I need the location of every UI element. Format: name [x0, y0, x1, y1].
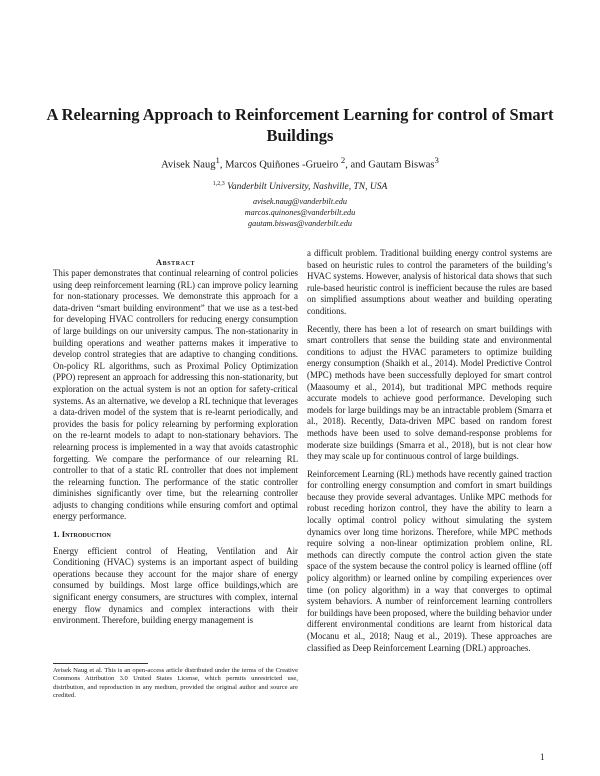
paper-title: A Relearning Approach to Reinforcement Learning for control of Smart Buildings	[46, 105, 554, 145]
abstract-heading: Abstract	[155, 257, 196, 267]
intro-paragraph-1: Energy efficient control of Heating, Ventilation and Air Conditioning (HVAC) systems is an important aspect of building operations because they account for the major share of energy consumed by buildings. Most large office buildings,which are significant energy consumers, are structures with complex, internal energy flow dynamics and complex interactions with their environment. Therefore, building energy management is	[53, 545, 298, 626]
intro-heading: 1. Introduction	[53, 529, 111, 540]
intro-paragraph-3: Reinforcement Learning (RL) methods have recently gained traction for controlling energy consumption and comfort in smart buildings because they provide several advantages. Unlike MPC methods for robust receding horizon control, they have the ability to learn a locally optimal control policy without simulating the system dynamics over long time horizons. Therefore, while MPC methods require solving a non-linear optimization problem online, RL methods can directly compute the control action given the state space of the system because the control policy is learned offline (off policy algorithm) or learned online by compiling experiences over time (on policy algorithm) in a way that converges to optimal system behaviors. A number of reinforcement learning controllers for buildings have been proposed, where the building behavior under different environmental conditions are learnt from historical data (Mocanu et al., 2018; Naug et al., 2019). These approaches are classified as Deep Reinforcement Learning (DRL) approaches.	[307, 468, 552, 653]
author-sup: 3	[434, 155, 439, 165]
author-name: , Marcos Quiñones -Grueiro	[219, 159, 341, 171]
intro-paragraph-2: Recently, there has been a lot of research on smart buildings with smart controllers that sense the building state and environmental conditions to adjust the HVAC parameters to optimize building energy consumption (Shaikh et al., 2014). Model Predictive Control (MPC) methods have been successfully deployed for smart control (Maasoumy et al., 2014), but traditional MPC methods require accurate models to achieve good performance. Developing such models for large buildings may be an intractable problem (Smarra et al., 2018). Recently, Data-driven MPC based on random forest methods have been used to solve demand-response problems for moderate size buildings (Smarra et al., 2018), but is not clear how they may scale up for continuous control of large buildings.	[307, 323, 552, 462]
page-number: 1	[540, 752, 545, 762]
left-column	[53, 268, 298, 633]
author-sup: 2	[340, 155, 346, 165]
right-column	[307, 248, 552, 660]
intro-paragraph-1-cont: a difficult problem. Traditional building energy control systems are based on heuristic rules to control the parameters of the building’s HVAC systems. However, analysis of historical data shows that such rule-based heuristic control is inefficient because the rules are based on simplified assumptions about weather and building operating conditions.	[307, 248, 552, 316]
footnote: Avisek Naug et al. This is an open-access article distributed under the terms of the Creative Commons Attribution 3.0 United States License, which permits unrestricted use, distribution, and reproduction in any medium, provided the original author and source are credited.	[53, 667, 298, 700]
footnote-rule	[53, 663, 148, 664]
affiliation	[0, 181, 600, 192]
author-sup: 1	[215, 155, 220, 165]
author-name: Avisek Naug	[161, 159, 216, 171]
author-name: , and Gautam Biswas	[345, 159, 435, 171]
abstract-text: This paper demonstrates that continual relearning of control policies using deep reinforcement learning (RL) can improve policy learning for non-stationary processes. We demonstrate this approach for a data-driven “smart building environment” that we use as a test-bed for developing HVAC controllers for reducing energy consumption of large buildings on our university campus. The non-stationarity in building operations and weather patterns makes it imperative to develop control strategies that are adaptive to changing conditions. On-policy RL algorithms, such as Proximal Policy Optimization (PPO) represent an approach for addressing this non-stationarity, but exploration on the actual system is not an option for safety-critical systems. As an alternative, we develop a RL technique that leverages a data-driven model of the system that is re-learnt periodically, and provides the basis for policy relearning by performing exploration on the re-learnt models to adapt to non-stationary behaviors. The relearning process is implemented in a way that avoids catastrophic forgetting. We compare the performance of our relearning RL controller to that of a static RL controller that does not implement the relearning function. The performance of the static controller diminishes significantly over time, but the relearning controller adjusts to changing conditions while ensuring comfort and optimal energy performance.	[53, 268, 298, 522]
affiliation-sup: 1,2,3	[212, 181, 225, 187]
affiliation-text: Vanderbilt University, Nashville, TN, USA	[227, 182, 388, 193]
email-3: gautam.biswas@vanderbilt.edu	[248, 219, 352, 228]
email-2: marcos.quinones@vanderbilt.edu	[244, 208, 356, 217]
email-1: avisek.naug@vanderbilt.edu	[253, 197, 347, 206]
author-line	[0, 155, 600, 171]
